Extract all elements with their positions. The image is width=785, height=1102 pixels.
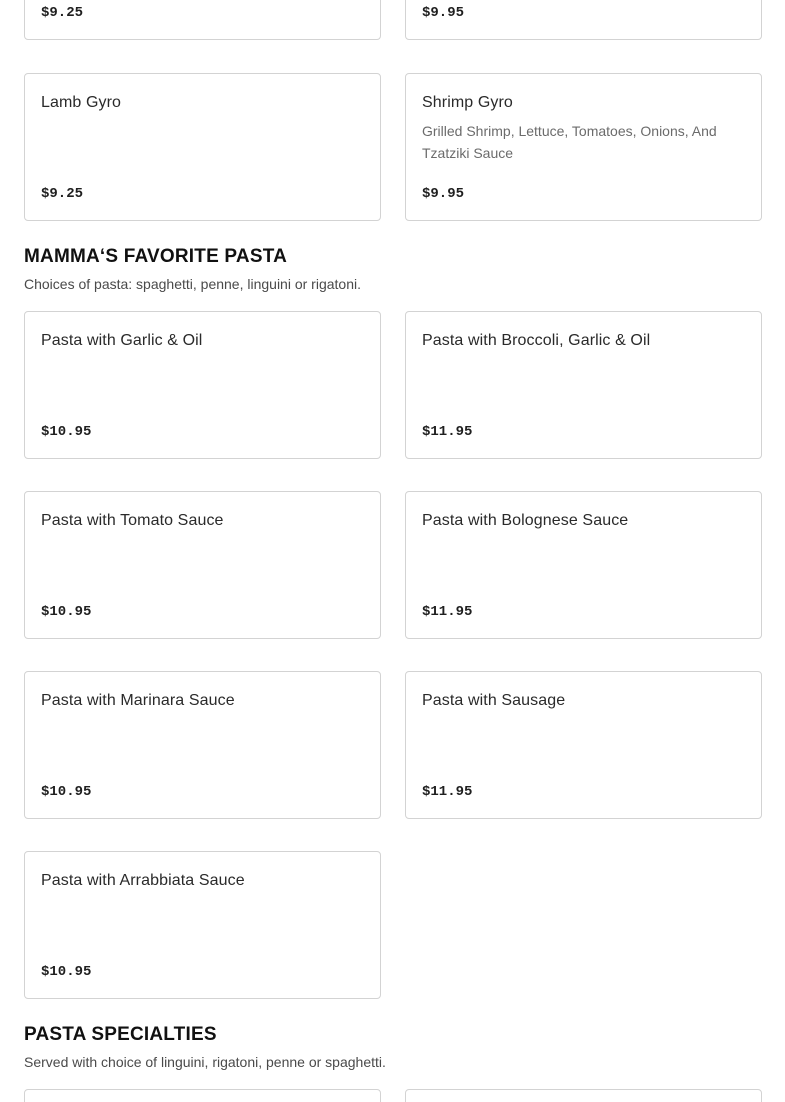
menu-item-name: Pasta with Bolognese Sauce [422,512,629,529]
menu-item-card[interactable] [405,1089,762,1102]
menu-item-price: $11.95 [422,604,473,620]
menu-item-name: Pasta with Tomato Sauce [41,512,224,529]
menu-item-card[interactable] [405,491,762,639]
menu-item-price: $10.95 [41,964,92,980]
menu-item-name: Pasta with Broccoli, Garlic & Oil [422,332,651,349]
menu-item-price: $11.95 [422,424,473,440]
menu-item-card[interactable] [24,851,381,999]
section-subtitle: Choices of pasta: spaghetti, penne, linguini or rigatoni. [24,276,361,292]
menu-item-price: $11.95 [422,784,473,800]
menu-item-price: $10.95 [41,604,92,620]
section-title: MAMMA‘S FAVORITE PASTA [24,246,288,267]
menu-item-price: $9.95 [422,186,465,202]
menu-item-card[interactable] [24,73,381,221]
menu-item-price: $9.25 [41,186,84,202]
menu-item-card[interactable] [405,73,762,221]
menu-item-card[interactable] [405,311,762,459]
menu-item-price: $10.95 [41,784,92,800]
menu-item-card[interactable] [24,491,381,639]
menu-item-description: Grilled Shrimp, Lettuce, Tomatoes, Onions, And Tzatziki Sauce [422,123,717,161]
menu-item-name: Pasta with Marinara Sauce [41,692,235,709]
menu-item-name: Shrimp Gyro [422,94,513,111]
menu-item-card[interactable] [24,311,381,459]
menu-item-price: $9.25 [41,5,84,21]
menu-item-card[interactable] [24,671,381,819]
menu-item-name: Pasta with Sausage [422,692,566,709]
menu-item-price: $9.95 [422,5,465,21]
menu-item-card[interactable] [24,0,381,40]
menu-item-card[interactable] [405,0,762,40]
section-subtitle: Served with choice of linguini, rigatoni, penne or spaghetti. [24,1054,386,1070]
menu-item-card[interactable] [24,1089,381,1102]
section-title: PASTA SPECIALTIES [24,1024,217,1045]
menu-item-price: $10.95 [41,424,92,440]
menu-item-name: Pasta with Garlic & Oil [41,332,203,349]
menu-item-card[interactable] [405,671,762,819]
menu-item-name: Pasta with Arrabbiata Sauce [41,872,245,889]
menu-item-name: Lamb Gyro [41,94,122,111]
